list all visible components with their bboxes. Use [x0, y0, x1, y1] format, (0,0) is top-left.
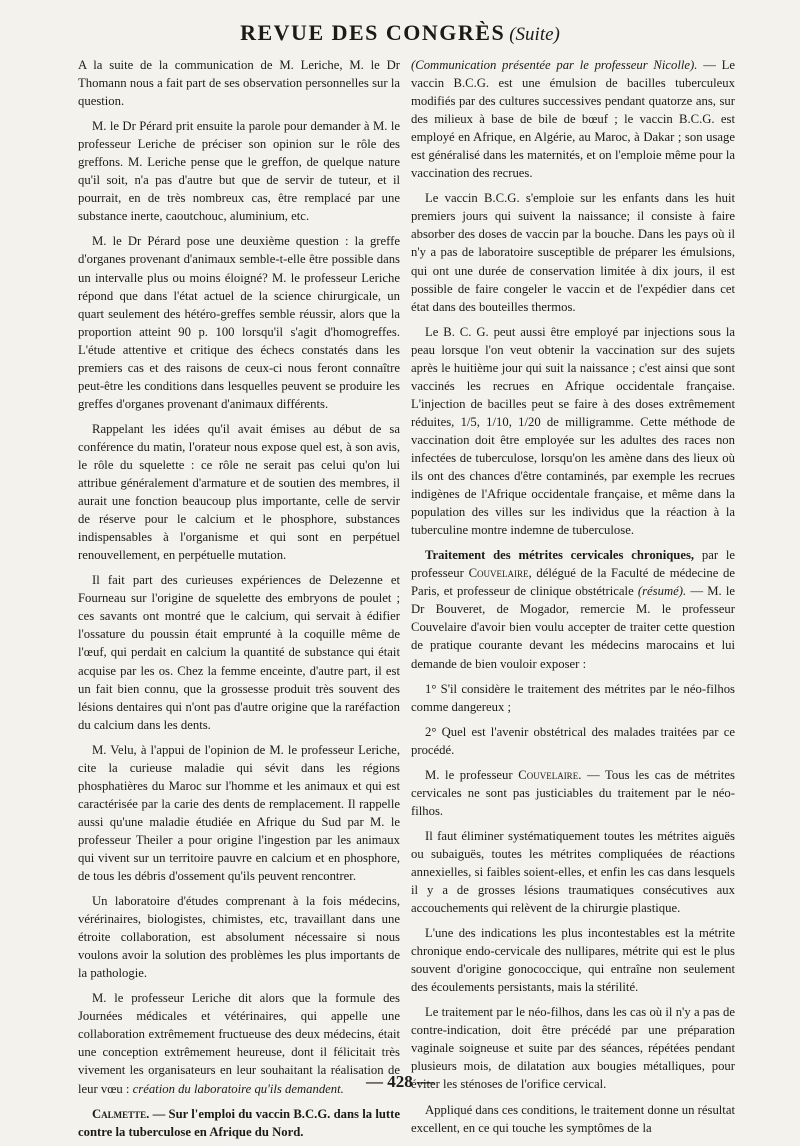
section-title: Traitement des métrites cervicales chroniques, — [425, 548, 695, 563]
paragraph-italic-text: (résumé). — [637, 584, 687, 599]
paragraph: A la suite de la communication de M. Leriche, M. le Dr Thomann nous a fait part de ses observation personnelles sur la question. — [78, 58, 400, 109]
right-column — [411, 56, 736, 1135]
page-header — [0, 18, 800, 50]
paragraph: 1° S'il considère le traitement des métrites par le néo-filhos comme dangereux ; — [411, 681, 735, 714]
paragraph-text: M. le professeur — [425, 767, 513, 782]
paragraph: M. le Dr Pérard prit ensuite la parole pour demander à M. le professeur Leriche de préciser son opinion sur le rôle des greffons. M. Leriche pense que le greffon, de quelque nature qu'il soit, n'a pas d'autre but que de servir de tuteur, et il pourrait, en de très nombreux cas, être remplacé par une substance inerte, caoutchouc, aluminium, etc. — [78, 119, 400, 224]
paragraph: Il faut éliminer systématiquement toutes les métrites aiguës ou subaiguës, toutes les métrites compliquées de réactions annexielles, si faibles soient-elles, et enfin les cas dans lesquels il y a de grosses lésions traumatiques consécutives aux accouchements qui relèvent de la chirurgie plastique. — [411, 828, 735, 916]
paragraph: M. le Dr Pérard pose une deuxième question : la greffe d'organes provenant d'animaux semble-t-elle être possible dans un intervalle plus ou moins éloigné? M. le professeur Leriche répond que dans l'état actuel de la science chirurgicale, un quart seulement des hétéro-greffes semble réussir, alors que la proportion atteint 90 p. 100 lorsqu'il s'agit d'homogreffes. L'étude attentive et critique des échecs constatés dans les premiers cas et des raisons de ceux-ci nous feront connaître peut-être les conditions dans lesquelles peuvent se produire les greffes d'organes provenant d'animaux différents. — [78, 234, 400, 411]
paragraph-italic-text: création du laboratoire qu'ils demandent. — [132, 1081, 344, 1096]
running-subtitle: (Suite) — [509, 24, 560, 45]
paragraph: Rappelant les idées qu'il avait émises au début de sa conférence du matin, l'orateur nous expose quel est, à son avis, le rôle du squelette : ce rôle ne serait pas celui qu'on lui attribue généralement d'armature et de soutien des membres, il aurait une fonction beaucoup plus importante, celle de servir de réserve pour le calcium et le phosphore, substances indispensables à l'organisme et qui sont en perpétuel renouvellement, en perpétuelle mutation. — [78, 421, 400, 563]
paragraph: Le vaccin B.C.G. s'emploie sur les enfants dans les huit premiers jours qui suivent la naissance; il consiste à faire absorber des doses de vaccin par la bouche. Dans les pays où il n'y a pas de laboratoire susceptible de préparer les émulsions, qui ont une durée de conservation limitée à dix jours, il est possible de faire congeler le vaccin et de l'expédier dans cet état dans des bouteilles thermos. — [411, 191, 735, 314]
running-title: REVUE DES CONGRÈS — [240, 20, 506, 45]
paragraph-text: délégué de la Faculté de médecine de Paris, et professeur de clinique obstétricale — [411, 566, 736, 599]
paragraph: Appliqué dans ces conditions, le traitement donne un résultat excellent, en ce qui touche les symptômes de la — [411, 1102, 735, 1135]
paragraph: M. Velu, à l'appui de l'opinion de M. le professeur Leriche, cite la curieuse maladie qui sévit dans les régions phosphatières du Maroc sur l'homme et les animaux et qui est caractérisée par la carie des dents de remplacement. Il rappelle aussi qu'une maladie étudiée en Afrique du Sud par M. le professeur Theiler a pour origine l'ingestion par les animaux qui vivent sur un territoire pauvre en calcium et en phosphore, de tous les débris d'ossement qu'ils peuvent rencontrer. — [78, 742, 400, 884]
paragraph: 2° Quel est l'avenir obstétrical des malades traitées par ce procédé. — [411, 724, 735, 757]
paragraph-text: M. le professeur Leriche dit alors que la formule des Journées médicales et vétérinaires, qui appelle une collaboration extrêmement fructueuse des deux médecins, était une conception extrêmement heureuse, dont il félicitait très vivement les organisateurs en leur souhaitant la réalisation de leur vœu : — [78, 991, 400, 1096]
paragraph-text: par le professeur — [411, 548, 735, 581]
paragraph-text: — Le vaccin B.C.G. est une émulsion de bacilles tuberculeux modifiés par des cultures successives pendant quatorze ans, sur des milieux à base de bile de bœuf ; le vaccin B.C.G. est employé en Afrique, en Algérie, au Maroc, à Dakar ; son usage est généralisé dans les maternités, et on l'emploie même pour la vaccination des recrues. — [411, 58, 735, 181]
paragraph-italic-text: (Communication présentée par le professeur Nicolle). — [411, 58, 698, 72]
paragraph: Un laboratoire d'études comprenant à la fois médecins, vérérinaires, biologistes, chimistes, etc, travaillant dans une étroite collaboration, est absolument nécessaire si nous voulons avoir la solution des problèmes les plus importants de la pathologie. — [78, 894, 400, 981]
page-number: — 428 — — [366, 1072, 434, 1091]
paragraph — [411, 766, 735, 820]
paragraph-text: — M. le Dr Bouveret, de Mogador, remercie M. le professeur Couvelaire d'avoir bien voulu accepter de traiter cette question de pratique courante devant les médecins marocains et lui demande de bien vouloir exposer : — [411, 584, 735, 671]
section-heading — [78, 1105, 400, 1141]
author-name: Couvelaire, — [468, 566, 532, 581]
paragraph: Il fait part des curieuses expériences de Delezenne et Fourneau sur l'origine de squelette des embryons de poulet ; ces savants ont montré que le calcium, qui servait à édifier l'ossature du poussin était emprunté à la coquille même de l'œuf, qui perdait en calcium la quantité de substance qui était acquise par les os. Chez la femme enceinte, d'autre part, il est un fait bien connu, que la grossesse produit très souvent des lésions dentaires qui n'ont pas d'autre origine que la raréfaction du calcium dans les dents. — [78, 573, 400, 732]
paragraph — [411, 56, 735, 182]
paragraph: L'une des indications les plus incontestables est la métrite chronique endo-cervicale des nullipares, métrite qui est le plus souvent d'origine gonococcique, qui entraîne non seulement des écoulements persistants, mais la stérilité. — [411, 926, 735, 995]
section-title: — Sur l'emploi du vaccin B.C.G. dans la lutte contre la tuberculose en Afrique du Nord. — [78, 1106, 401, 1139]
section-heading — [411, 546, 735, 672]
paragraph-text: — Tous les cas de métrites cervicales ne sont pas justiciables du traitement par le néo-filhos. — [411, 767, 735, 818]
author-name: Calmette. — [92, 1106, 150, 1121]
paragraph: Le B. C. G. peut aussi être employé par injections sous la peau lorsque l'on veut obtenir la vaccination sur des sujets après le huitième jour qui suit la naissance ; c'est ainsi que sont vaccinés les recrues en Afrique occidentale française. L'injection de bacilles peut se faire à des doses extrêmement réduites, 1/5, 1/10, 1/20 de milligramme. Cette méthode de vaccination doit être employée sur les adultes des races non infectées de tuberculose, lorsqu'on les amène dans des lieux où ils ont des chances d'être contaminés, par exemple les recrues indigènes de l'Afrique occidentale française, et même dans la population des villes sur les individus que la réaction à la tuberculine montre indemne de tuberculose. — [411, 324, 735, 538]
paragraph: Le traitement par le néo-filhos, dans les cas où il n'y a pas de contre-indication, doit être précédé par une préparation vaginale soigneuse et suite par des séances, répétées pendant plusieurs mois, de dilatation aux bougies métalliques, pour éviter les sténoses de l'orifice cervical. — [411, 1005, 735, 1092]
author-name: Couvelaire. — [518, 767, 582, 782]
